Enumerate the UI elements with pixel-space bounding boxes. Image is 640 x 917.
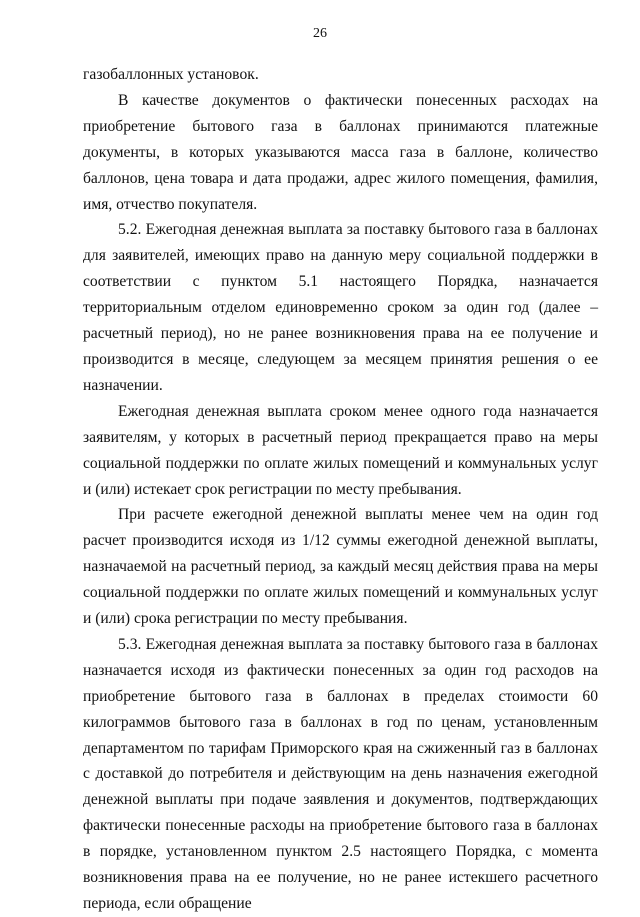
paragraph-continuation: газобаллонных установок.: [83, 66, 259, 83]
paragraph-short-term-payment: Ежегодная денежная выплата сроком менее одного года назначается заявителям, у которых в расчетный период прекращается право на меры социальной поддержки по оплате жилых помещений и коммунальных услуг и (или) истекает срок регистрации по месту пребывания.: [83, 402, 598, 498]
paragraph-section-5-2: 5.2. Ежегодная денежная выплата за поставку бытового газа в баллонах для заявителей, имеющих право на данную меру социальной поддержки в соответствии с пунктом 5.1 настоящего Порядка, назначается территориальным отделом единовременно сроком за один год (далее – расчетный период), но не ранее возникновения права на ее получение и производится в месяце, следующем за месяцем принятия решения о ее назначении.: [83, 221, 598, 394]
paragraph-payment-documents: В качестве документов о фактически понесенных расходах на приобретение бытового газа в баллонах принимаются платежные документы, в которых указываются масса газа в баллоне, количество баллонов, цена товара и дата продажи, адрес жилого помещения, фамилия, имя, отчество покупателя.: [83, 91, 598, 213]
paragraph-calculation-rule: При расчете ежегодной денежной выплаты менее чем на один год расчет производится исходя из 1/12 суммы ежегодной денежной выплаты, назначаемой на расчетный период, за каждый месяц действия права на меры социальной поддержки по оплате жилых помещений и коммунальных услуг и (или) срока регистрации по месту пребывания.: [83, 506, 598, 628]
document-body: [83, 62, 598, 917]
page-number: 26: [313, 26, 327, 41]
paragraph-section-5-3: 5.3. Ежегодная денежная выплата за поставку бытового газа в баллонах назначается исходя из фактически понесенных за один год расходов на приобретение бытового газа в баллонах в пределах стоимости 60 килограммов бытового газа в баллонах в год по ценам, установленным департаментом по тарифам Приморского края на сжиженный газ в баллонах с доставкой до потребителя и действующим на день назначения ежегодной денежной выплаты при подаче заявления и документов, подтверждающих фактически понесенные расходы на приобретение бытового газа в баллонах в порядке, установленном пунктом 2.5 настоящего Порядка, с момента возникновения права на ее получение, но не ранее истекшего расчетного периода, если обращение: [83, 635, 598, 912]
